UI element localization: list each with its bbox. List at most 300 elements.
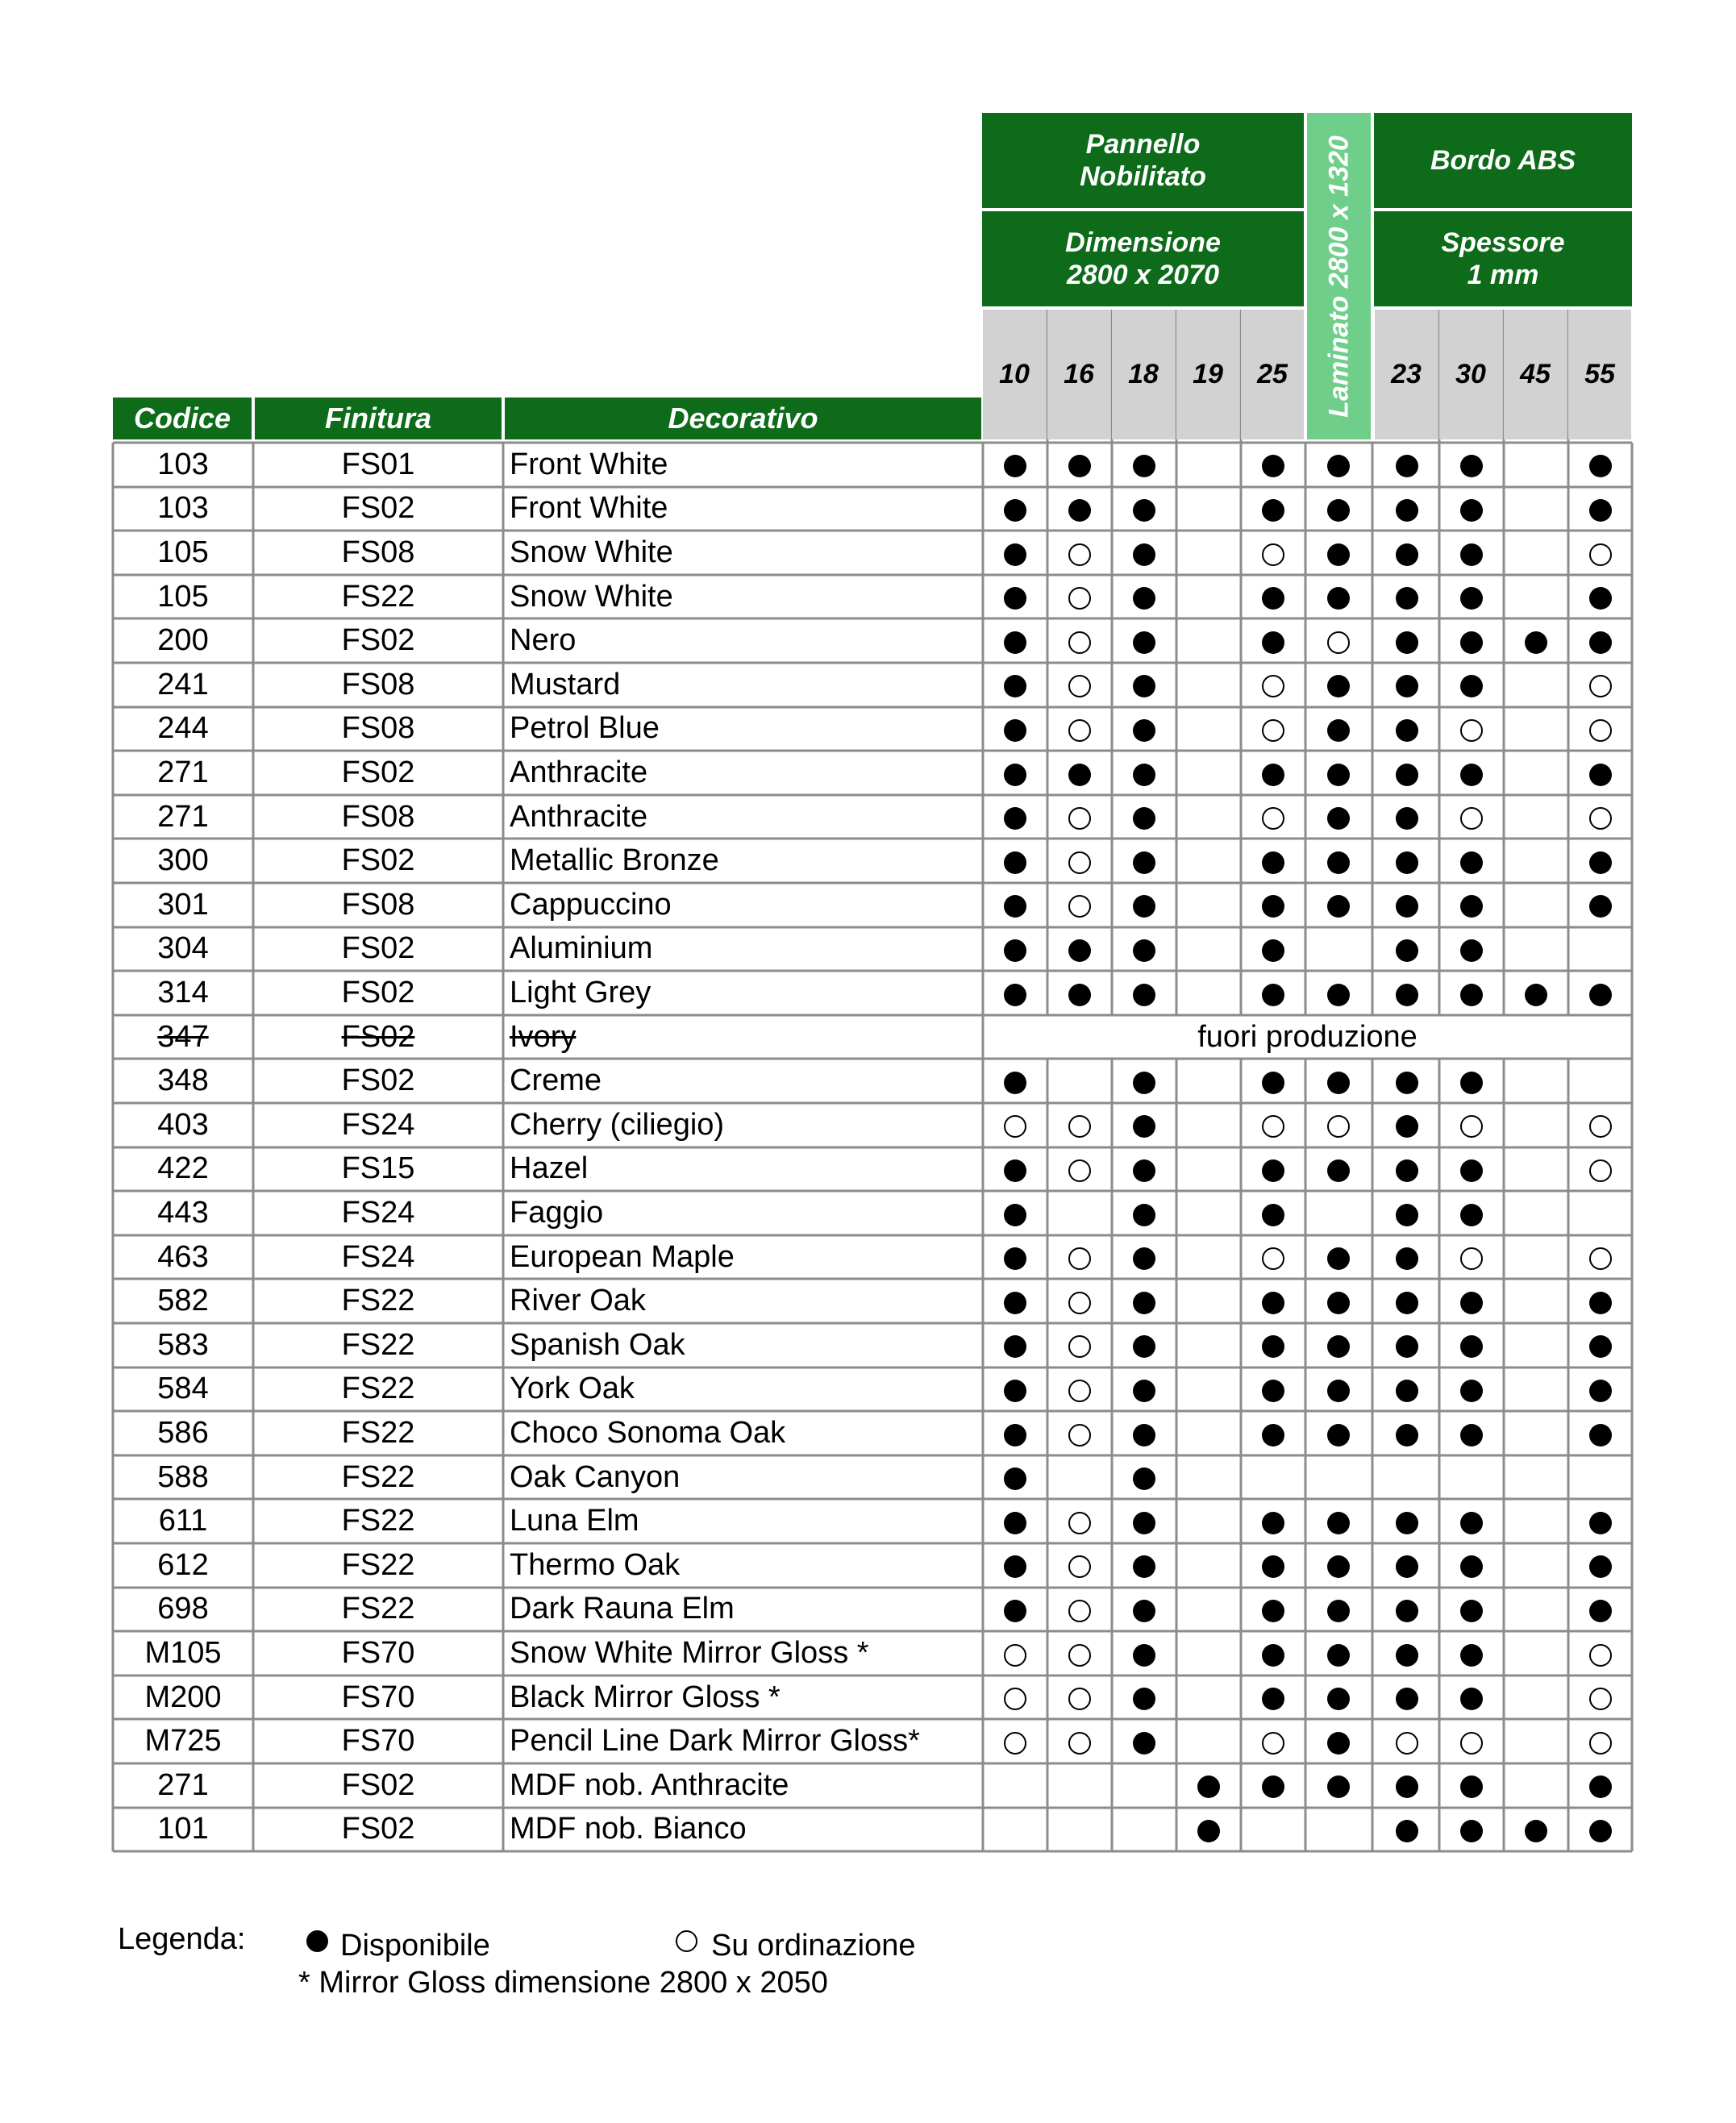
cell-codice — [113, 1279, 253, 1323]
open-circle-icon — [1589, 719, 1612, 742]
cell-codice — [113, 839, 253, 883]
cell-codice-text: M200 — [144, 1680, 222, 1714]
filled-dot-icon — [1460, 499, 1483, 522]
header-decorativo-label: Decorativo — [668, 402, 818, 435]
cell-finitura-text: FS22 — [341, 1415, 415, 1450]
cell-finitura — [253, 487, 503, 531]
filled-dot-icon — [1133, 1247, 1155, 1270]
filled-dot-icon — [1460, 984, 1483, 1006]
cell-note — [983, 1015, 1632, 1059]
open-circle-icon — [1589, 543, 1612, 566]
filled-dot-icon — [1262, 1072, 1284, 1094]
cell-finitura — [253, 1279, 503, 1323]
cell-finitura — [253, 1235, 503, 1280]
cell-finitura-text: FS02 — [341, 1812, 415, 1846]
open-circle-icon — [1004, 1732, 1026, 1755]
filled-dot-icon — [1460, 1512, 1483, 1534]
filled-dot-icon — [1133, 1159, 1155, 1182]
filled-dot-icon — [1262, 1380, 1284, 1402]
cell-finitura — [253, 883, 503, 927]
cell-finitura-text: FS02 — [341, 975, 415, 1009]
column-header-55 — [1568, 310, 1631, 439]
column-header-18 — [1112, 310, 1175, 439]
cell-finitura-text: FS02 — [341, 623, 415, 658]
cell-decorativo — [503, 575, 983, 619]
header-pannello — [982, 113, 1304, 208]
cell-decorativo — [503, 1455, 983, 1500]
filled-dot-icon — [1262, 984, 1284, 1006]
cell-decorativo-text: Snow White — [510, 579, 673, 614]
filled-dot-icon — [1589, 1424, 1612, 1447]
open-circle-icon — [1460, 719, 1483, 742]
cell-finitura-text: FS22 — [341, 1592, 415, 1626]
filled-dot-icon — [1262, 1292, 1284, 1314]
filled-dot-icon — [1262, 1644, 1284, 1667]
cell-codice — [113, 1059, 253, 1103]
cell-codice-text: 611 — [158, 1504, 208, 1538]
cell-codice-text: 348 — [157, 1064, 209, 1098]
cell-finitura — [253, 1499, 503, 1543]
cell-decorativo-text: Faggio — [510, 1195, 604, 1230]
header-pannello-dimensione — [982, 211, 1304, 306]
cell-decorativo — [503, 1499, 983, 1543]
cell-decorativo — [503, 1147, 983, 1192]
header-bordo-spessore — [1374, 211, 1632, 306]
filled-dot-icon — [1262, 1512, 1284, 1534]
cell-decorativo — [503, 1588, 983, 1632]
cell-decorativo-text: Light Grey — [510, 975, 652, 1009]
filled-dot-icon — [1262, 1688, 1284, 1710]
filled-dot-icon — [1396, 764, 1418, 786]
cell-finitura-text: FS02 — [341, 1767, 415, 1802]
filled-dot-icon — [1133, 1380, 1155, 1402]
filled-dot-icon — [1396, 1424, 1418, 1447]
open-circle-icon — [1068, 851, 1091, 874]
cell-codice-text: 103 — [157, 491, 209, 526]
cell-decorativo-text: Pencil Line Dark Mirror Gloss* — [510, 1724, 920, 1759]
cell-finitura-text: FS24 — [341, 1239, 415, 1274]
filled-dot-icon — [1004, 1424, 1026, 1447]
column-header-45 — [1504, 310, 1567, 439]
filled-dot-icon — [1525, 1820, 1547, 1842]
cell-decorativo — [503, 1808, 983, 1852]
open-circle-icon — [1068, 1247, 1091, 1270]
filled-dot-icon — [1262, 764, 1284, 786]
filled-dot-icon — [1262, 631, 1284, 654]
open-circle-icon — [1460, 1732, 1483, 1755]
cell-codice-text: 698 — [157, 1592, 209, 1626]
cell-finitura-text: FS22 — [341, 579, 415, 614]
filled-dot-icon — [1396, 1247, 1418, 1270]
filled-dot-icon — [1396, 807, 1418, 830]
filled-dot-icon — [1327, 807, 1350, 830]
filled-dot-icon — [1460, 1424, 1483, 1447]
legend-open-dot-icon — [676, 1930, 697, 1952]
cell-codice-text: 584 — [157, 1372, 209, 1406]
header-bordo — [1374, 113, 1632, 208]
cell-codice — [113, 707, 253, 751]
filled-dot-icon — [1133, 807, 1155, 830]
filled-dot-icon — [1004, 984, 1026, 1006]
column-header-label: 55 — [1584, 359, 1615, 389]
header-codice — [113, 398, 252, 439]
cell-decorativo-text: Petrol Blue — [510, 711, 660, 746]
filled-dot-icon — [1396, 587, 1418, 610]
cell-codice — [113, 1631, 253, 1676]
cell-codice-text: 271 — [157, 799, 209, 834]
filled-dot-icon — [1460, 939, 1483, 962]
cell-decorativo — [503, 927, 983, 972]
column-header-23 — [1375, 310, 1438, 439]
cell-decorativo — [503, 971, 983, 1015]
open-circle-icon — [1068, 1732, 1091, 1755]
cell-finitura — [253, 1015, 503, 1059]
cell-codice-text: 105 — [157, 579, 209, 614]
cell-codice-text: 586 — [157, 1415, 209, 1450]
cell-finitura-text: FS70 — [341, 1635, 415, 1670]
cell-decorativo-text: Aluminium — [510, 931, 653, 966]
cell-finitura — [253, 1147, 503, 1192]
open-circle-icon — [1068, 1159, 1091, 1182]
cell-codice — [113, 575, 253, 619]
filled-dot-icon — [1396, 1072, 1418, 1094]
cell-decorativo-text: Nero — [510, 623, 577, 658]
filled-dot-icon — [1589, 499, 1612, 522]
cell-finitura — [253, 1411, 503, 1455]
open-circle-icon — [1327, 631, 1350, 654]
filled-dot-icon — [1327, 1512, 1350, 1534]
open-circle-icon — [1068, 1512, 1091, 1534]
cell-decorativo-text: Cherry (ciliegio) — [510, 1107, 725, 1142]
cell-decorativo-text: Front White — [510, 491, 668, 526]
cell-decorativo — [503, 1103, 983, 1147]
filled-dot-icon — [1327, 587, 1350, 610]
cell-finitura-text: FS08 — [341, 799, 415, 834]
filled-dot-icon — [1327, 1732, 1350, 1755]
column-header-19 — [1176, 310, 1239, 439]
cell-finitura — [253, 1455, 503, 1500]
filled-dot-icon — [1133, 1644, 1155, 1667]
filled-dot-icon — [1133, 1732, 1155, 1755]
filled-dot-icon — [1004, 1247, 1026, 1270]
header-laminato-label: Laminato 2800 x 1320 — [1323, 135, 1354, 418]
filled-dot-icon — [1327, 1292, 1350, 1314]
filled-dot-icon — [1460, 1600, 1483, 1622]
cell-codice — [113, 1191, 253, 1235]
cell-finitura-text: FS02 — [341, 1064, 415, 1098]
filled-dot-icon — [1327, 719, 1350, 742]
cell-finitura-text: FS02 — [341, 1019, 415, 1054]
cell-decorativo — [503, 1015, 983, 1059]
filled-dot-icon — [1004, 1467, 1026, 1490]
cell-codice-text: 422 — [157, 1151, 209, 1186]
filled-dot-icon — [1004, 1600, 1026, 1622]
filled-dot-icon — [1133, 587, 1155, 610]
filled-dot-icon — [1133, 1072, 1155, 1094]
filled-dot-icon — [1068, 939, 1091, 962]
filled-dot-icon — [1327, 1644, 1350, 1667]
open-circle-icon — [1589, 807, 1612, 830]
filled-dot-icon — [1396, 984, 1418, 1006]
cell-decorativo — [503, 443, 983, 487]
cell-decorativo — [503, 1323, 983, 1367]
filled-dot-icon — [1133, 719, 1155, 742]
cell-finitura-text: FS22 — [341, 1327, 415, 1362]
cell-decorativo — [503, 883, 983, 927]
header-finitura — [255, 398, 502, 439]
filled-dot-icon — [1327, 984, 1350, 1006]
cell-finitura — [253, 1323, 503, 1367]
cell-codice — [113, 751, 253, 795]
cell-decorativo — [503, 1279, 983, 1323]
cell-codice-text: 244 — [157, 711, 209, 746]
cell-finitura-text: FS22 — [341, 1372, 415, 1406]
filled-dot-icon — [1262, 587, 1284, 610]
cell-codice — [113, 1543, 253, 1588]
cell-decorativo-text: Metallic Bronze — [510, 843, 719, 878]
cell-finitura — [253, 1763, 503, 1808]
open-circle-icon — [1262, 1247, 1284, 1270]
cell-codice-text: 241 — [157, 667, 209, 701]
cell-decorativo-text: Ivory — [510, 1019, 577, 1054]
cell-decorativo — [503, 618, 983, 663]
filled-dot-icon — [1396, 1380, 1418, 1402]
cell-codice — [113, 1763, 253, 1808]
cell-decorativo-text: Front White — [510, 447, 668, 481]
column-header-label: 45 — [1520, 359, 1551, 389]
filled-dot-icon — [1327, 851, 1350, 874]
cell-codice — [113, 487, 253, 531]
filled-dot-icon — [1589, 1600, 1612, 1622]
cell-codice — [113, 1015, 253, 1059]
filled-dot-icon — [1004, 851, 1026, 874]
filled-dot-icon — [1396, 1512, 1418, 1534]
cell-decorativo-text: Choco Sonoma Oak — [510, 1415, 786, 1450]
filled-dot-icon — [1396, 1204, 1418, 1226]
cell-decorativo-text: MDF nob. Anthracite — [510, 1767, 789, 1802]
cell-codice-text: 582 — [157, 1284, 209, 1318]
filled-dot-icon — [1133, 764, 1155, 786]
legend-full-label: Disponibile — [340, 1929, 490, 1963]
cell-finitura — [253, 1191, 503, 1235]
cell-decorativo — [503, 1719, 983, 1763]
open-circle-icon — [1589, 1247, 1612, 1270]
filled-dot-icon — [1133, 543, 1155, 566]
filled-dot-icon — [1262, 499, 1284, 522]
cell-codice-text: 443 — [157, 1195, 209, 1230]
column-header-label: 30 — [1455, 359, 1486, 389]
cell-finitura — [253, 531, 503, 575]
cell-decorativo — [503, 1676, 983, 1720]
cell-decorativo — [503, 663, 983, 707]
filled-dot-icon — [1004, 939, 1026, 962]
cell-codice — [113, 883, 253, 927]
cell-decorativo — [503, 1235, 983, 1280]
cell-codice-text: 271 — [157, 755, 209, 789]
cell-decorativo-text: Snow White — [510, 535, 673, 569]
open-circle-icon — [1068, 1292, 1091, 1314]
filled-dot-icon — [1460, 631, 1483, 654]
cell-finitura-text: FS02 — [341, 755, 415, 789]
filled-dot-icon — [1327, 1688, 1350, 1710]
cell-codice-text: 300 — [157, 843, 209, 878]
filled-dot-icon — [1262, 1424, 1284, 1447]
open-circle-icon — [1068, 1424, 1091, 1447]
filled-dot-icon — [1589, 587, 1612, 610]
column-header-30 — [1439, 310, 1502, 439]
filled-dot-icon — [1589, 1292, 1612, 1314]
cell-decorativo — [503, 839, 983, 883]
filled-dot-icon — [1133, 1512, 1155, 1534]
filled-dot-icon — [1197, 1820, 1220, 1842]
filled-dot-icon — [1004, 1204, 1026, 1226]
filled-dot-icon — [1460, 1159, 1483, 1182]
cell-decorativo-text: Snow White Mirror Gloss * — [510, 1635, 869, 1670]
cell-decorativo-text: Mustard — [510, 667, 621, 701]
filled-dot-icon — [1133, 1424, 1155, 1447]
filled-dot-icon — [1004, 499, 1026, 522]
filled-dot-icon — [1396, 851, 1418, 874]
cell-decorativo — [503, 707, 983, 751]
header-codice-label: Codice — [133, 402, 231, 435]
filled-dot-icon — [1396, 1292, 1418, 1314]
open-circle-icon — [1589, 1688, 1612, 1710]
cell-codice — [113, 531, 253, 575]
cell-decorativo-text: European Maple — [510, 1239, 735, 1274]
filled-dot-icon — [1133, 939, 1155, 962]
cell-codice — [113, 1411, 253, 1455]
header-finitura-label: Finitura — [325, 402, 431, 435]
open-circle-icon — [1068, 1644, 1091, 1667]
filled-dot-icon — [1589, 984, 1612, 1006]
filled-dot-icon — [1327, 1600, 1350, 1622]
cell-finitura-text: FS02 — [341, 931, 415, 966]
filled-dot-icon — [1068, 984, 1091, 1006]
filled-dot-icon — [1460, 1292, 1483, 1314]
open-circle-icon — [1068, 543, 1091, 566]
filled-dot-icon — [1396, 1159, 1418, 1182]
cell-codice — [113, 971, 253, 1015]
filled-dot-icon — [1133, 1467, 1155, 1490]
open-circle-icon — [1589, 1159, 1612, 1182]
filled-dot-icon — [1133, 1688, 1155, 1710]
header-pannello-dim-label: Dimensione 2800 x 2070 — [1065, 227, 1221, 290]
filled-dot-icon — [1133, 1204, 1155, 1226]
column-header-16 — [1047, 310, 1110, 439]
filled-dot-icon — [1262, 1600, 1284, 1622]
filled-dot-icon — [1068, 499, 1091, 522]
cell-finitura-text: FS02 — [341, 491, 415, 526]
cell-codice-text: 583 — [157, 1327, 209, 1362]
cell-decorativo-text: Black Mirror Gloss * — [510, 1680, 781, 1714]
cell-codice-text: 105 — [157, 535, 209, 569]
cell-codice-text: M105 — [144, 1635, 222, 1670]
cell-codice — [113, 1588, 253, 1632]
cell-decorativo-text: Anthracite — [510, 799, 648, 834]
cell-finitura-text: FS70 — [341, 1724, 415, 1759]
cell-codice — [113, 927, 253, 972]
cell-finitura — [253, 443, 503, 487]
filled-dot-icon — [1460, 1644, 1483, 1667]
cell-finitura-text: FS24 — [341, 1107, 415, 1142]
cell-finitura — [253, 1631, 503, 1676]
filled-dot-icon — [1004, 587, 1026, 610]
open-circle-icon — [1068, 631, 1091, 654]
filled-dot-icon — [1133, 1292, 1155, 1314]
filled-dot-icon — [1327, 1380, 1350, 1402]
header-decorativo — [505, 398, 981, 439]
cell-decorativo — [503, 531, 983, 575]
filled-dot-icon — [1460, 1204, 1483, 1226]
column-header-label: 19 — [1193, 359, 1223, 389]
filled-dot-icon — [1004, 1380, 1026, 1402]
cell-codice — [113, 1103, 253, 1147]
cell-finitura-text: FS08 — [341, 711, 415, 746]
cell-finitura-text: FS02 — [341, 843, 415, 878]
filled-dot-icon — [1589, 1820, 1612, 1842]
open-circle-icon — [1262, 543, 1284, 566]
cell-finitura — [253, 618, 503, 663]
filled-dot-icon — [1133, 499, 1155, 522]
cell-codice — [113, 1719, 253, 1763]
cell-codice-text: 200 — [157, 623, 209, 658]
cell-codice — [113, 1323, 253, 1367]
cell-codice — [113, 618, 253, 663]
cell-finitura — [253, 795, 503, 839]
cell-decorativo-text: MDF nob. Bianco — [510, 1812, 747, 1846]
filled-dot-icon — [1589, 851, 1612, 874]
filled-dot-icon — [1262, 1159, 1284, 1182]
cell-codice — [113, 1676, 253, 1720]
filled-dot-icon — [1068, 764, 1091, 786]
column-header-label: 25 — [1257, 359, 1288, 389]
cell-decorativo-text: Luna Elm — [510, 1504, 639, 1538]
filled-dot-icon — [1004, 543, 1026, 566]
cell-finitura — [253, 839, 503, 883]
open-circle-icon — [1004, 1688, 1026, 1710]
filled-dot-icon — [1327, 1159, 1350, 1182]
filled-dot-icon — [1004, 1512, 1026, 1534]
open-circle-icon — [1589, 1644, 1612, 1667]
filled-dot-icon — [1262, 1204, 1284, 1226]
cell-decorativo — [503, 1191, 983, 1235]
filled-dot-icon — [1460, 1072, 1483, 1094]
cell-codice — [113, 663, 253, 707]
cell-codice-text: 612 — [157, 1547, 209, 1582]
open-circle-icon — [1396, 1732, 1418, 1755]
cell-finitura — [253, 751, 503, 795]
cell-decorativo-text: River Oak — [510, 1284, 646, 1318]
open-circle-icon — [1589, 1732, 1612, 1755]
filled-dot-icon — [1327, 764, 1350, 786]
cell-codice — [113, 795, 253, 839]
cell-codice — [113, 1455, 253, 1500]
header-pannello-label: Pannello Nobilitato — [1080, 129, 1206, 192]
cell-decorativo-text: Thermo Oak — [510, 1547, 681, 1582]
column-header-label: 23 — [1391, 359, 1422, 389]
filled-dot-icon — [1460, 851, 1483, 874]
filled-dot-icon — [1460, 764, 1483, 786]
filled-dot-icon — [1460, 543, 1483, 566]
filled-dot-icon — [1262, 851, 1284, 874]
cell-finitura — [253, 663, 503, 707]
legend-title: Legenda: — [118, 1922, 246, 1956]
cell-codice-text: 314 — [157, 975, 209, 1009]
column-header-label: 18 — [1128, 359, 1159, 389]
cell-codice-text: 347 — [157, 1019, 209, 1054]
cell-finitura — [253, 1588, 503, 1632]
filled-dot-icon — [1004, 719, 1026, 742]
